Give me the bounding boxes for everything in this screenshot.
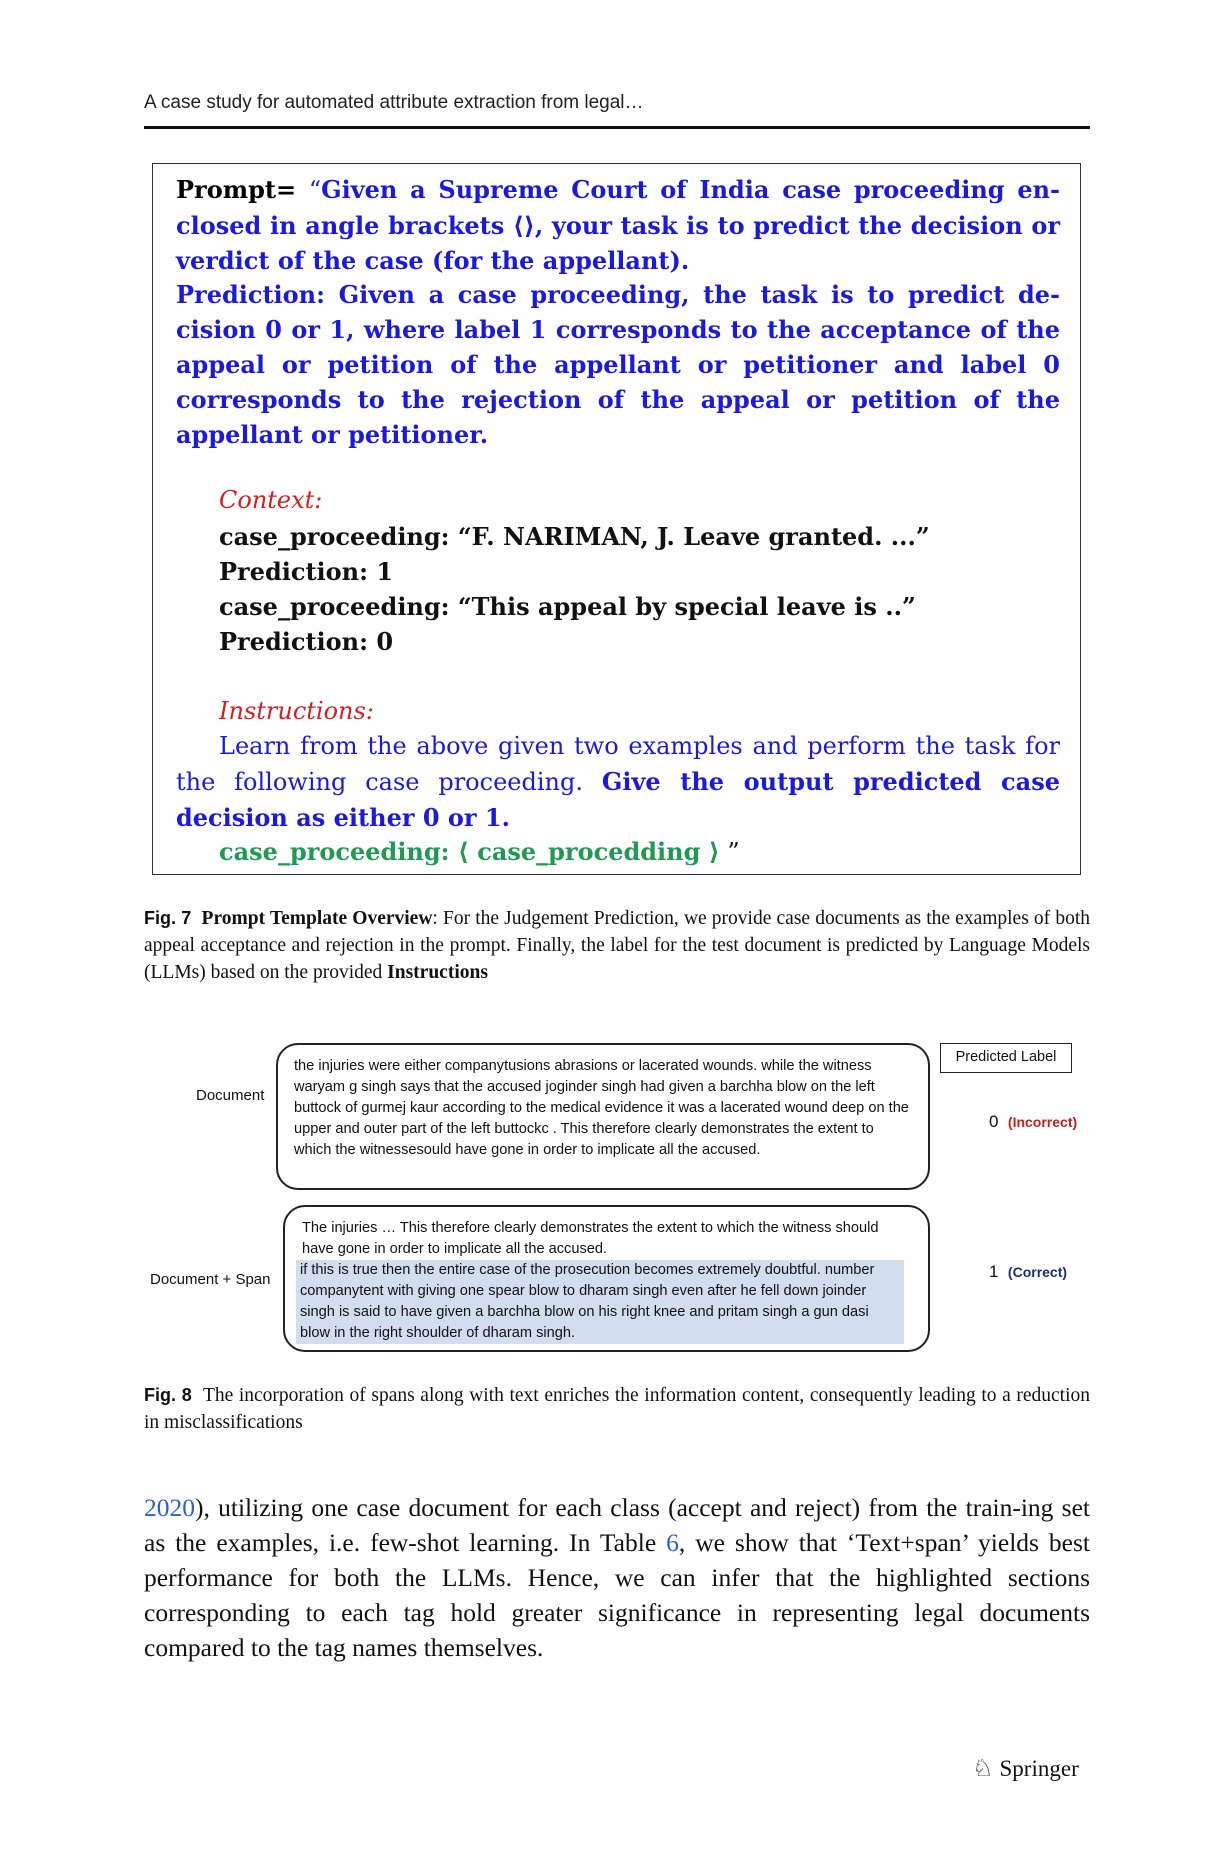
document-span-row-label: Document + Span xyxy=(150,1271,271,1288)
predicted-label-header: Predicted Label xyxy=(940,1043,1072,1073)
figure-7-title: Prompt Template Overview xyxy=(201,908,433,929)
body-text-1: ), utilizing one case document for each class (accept and reject) from the train-ing set as the examples, i.e. few-shot learning. In Table xyxy=(144,1493,1090,1557)
incorrect-tag: (Incorrect) xyxy=(1007,1114,1078,1130)
table-6-link[interactable]: 6 xyxy=(666,1528,679,1557)
figure-8-label: Fig. 8 xyxy=(144,1385,192,1405)
final-query: case_proceeding: ⟨ case_procedding ⟩ xyxy=(219,837,720,866)
example-2-prediction: Prediction: 0 xyxy=(219,627,394,656)
figure-7-label: Fig. 7 xyxy=(144,908,192,928)
prompt-label: Prompt= xyxy=(176,175,309,204)
span-prediction-value: 1 xyxy=(989,1262,999,1281)
correct-tag: (Correct) xyxy=(1007,1264,1068,1280)
figure-8-caption xyxy=(144,1382,1090,1436)
prompt-template-box xyxy=(152,163,1081,875)
springer-horse-icon: ♘ xyxy=(972,1756,994,1782)
context-label: Context: xyxy=(219,486,323,514)
document-prediction-value: 0 xyxy=(989,1112,999,1131)
span-prediction xyxy=(989,1262,1067,1282)
body-text-2: , we show that ‘Text+span’ yields best performance for both the LLMs. Hence, we can infer that the highlighted sections corresponding to each tag hold greater significance in representing legal documents compared to the tag names themselves. xyxy=(144,1528,1090,1662)
citation-link[interactable]: 2020 xyxy=(144,1493,195,1522)
instructions-label: Instructions: xyxy=(219,697,374,725)
figure-8-text: The incorporation of spans along with text enriches the information content, consequently leading to a reduction in misclassifications xyxy=(144,1385,1090,1433)
close-quote: ” xyxy=(719,838,740,866)
instructions-bold: Give the output predicted case decision as either 0 or 1. xyxy=(176,767,1060,832)
document-row-label: Document xyxy=(196,1087,265,1104)
document-prediction xyxy=(989,1112,1077,1132)
example-2: case_proceeding: “This appeal by special leave is ..” xyxy=(219,592,916,621)
figure-7-text: : For the Judgement Prediction, we provide case documents as the examples of both appeal acceptance and rejection in the prompt. Finally, the label for the test document is predicted by Language Models (LLMs) based on the provided xyxy=(144,908,1090,983)
document-span-highlight: if this is true then the entire case of the prosecution becomes extremely doubtful. number companytent with giving one spear blow to dharam singh even after he fell down joinder singh is said to have given a barchha blow on his right knee and pritam singh a gun dasi blow in the right shoulder of dharam singh. xyxy=(296,1260,904,1344)
example-1-prediction: Prediction: 1 xyxy=(219,557,394,586)
publisher-name: Springer xyxy=(999,1756,1079,1781)
prompt-intro xyxy=(176,172,1060,278)
prompt-prediction-text: Prediction: Given a case proceeding, the task is to predict de-cision 0 or 1, where label 1 corresponds to the acceptance of the appeal or petition of the appellant or petitioner and label 0 corresponds to the rejection of the appeal or petition of the appellant or petitioner. xyxy=(176,280,1060,449)
example-1: case_proceeding: “F. NARIMAN, J. Leave granted. ...” xyxy=(219,522,930,551)
open-quote: “ xyxy=(308,176,322,204)
figure-7-caption xyxy=(144,905,1090,986)
figure-7-end: Instructions xyxy=(387,962,488,983)
body-paragraph xyxy=(144,1490,1090,1665)
instructions-plain: Learn from the above given two examples and perform the task for the following case proceeding. xyxy=(176,732,1060,796)
instructions-text xyxy=(176,729,1060,836)
header-rule xyxy=(144,126,1090,129)
prompt-intro-text: Given a Supreme Court of India case proceeding en-closed in angle brackets ⟨⟩, your task is to predict the decision or verdict of the case (for the appellant). xyxy=(176,175,1060,275)
document-span-plain-text: The injuries … This therefore clearly demonstrates the extent to which the witness should have gone in order to implicate all the accused. xyxy=(302,1220,879,1257)
final-query-line xyxy=(219,834,740,870)
running-head: A case study for automated attribute extraction from legal… xyxy=(144,92,644,113)
document-text: the injuries were either companytusions abrasions or lacerated wounds. while the witness waryam g singh says that the accused joginder singh had given a barchha blow on the left buttock of gurmej kaur according to the medical evidence it was a lacerated wound deep on the upper and outer part of the left buttockc . This therefore clearly demonstrates the extent to which the witnessesould have gone in order to implicate all the accused. xyxy=(294,1058,909,1158)
publisher-logo xyxy=(972,1754,1079,1783)
